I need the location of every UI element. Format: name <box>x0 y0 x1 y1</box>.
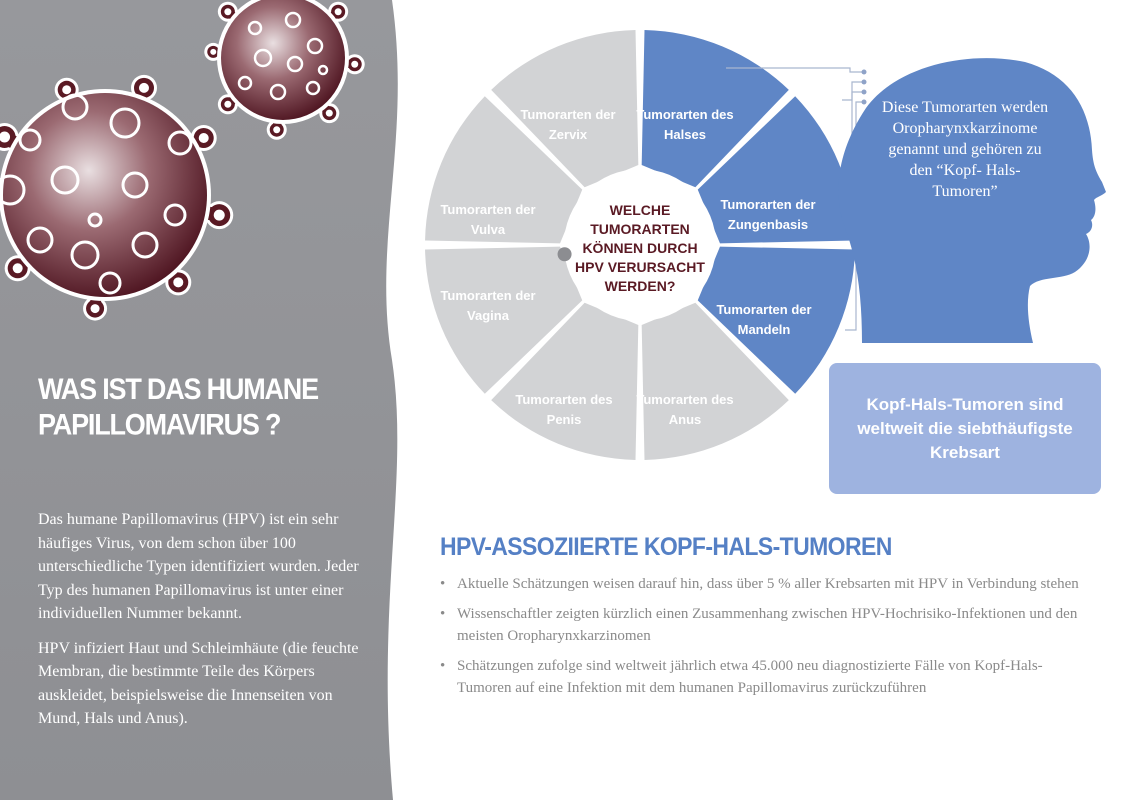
segment-label-zervix: Tumorarten der Zervix <box>520 107 616 142</box>
stat-box-text: Kopf-Hals-Tumoren sind weltweit die siebthäufigste Krebsart <box>857 394 1073 462</box>
bullet-item-1 <box>440 573 1080 595</box>
connector-dots <box>862 70 867 105</box>
segment-label-anus: Tumorarten des Anus <box>636 392 734 427</box>
bullet-item-3 <box>440 655 1080 699</box>
head-info-text: Diese Tumorarten werden Oropharynxkarzinome genannt und gehören zu den “Kopf- Hals-Tumoren” <box>881 99 1049 200</box>
left-paragraph-2: HPV infiziert Haut und Schleimhäute (die feuchte Membran, die bestimmte Teile des Körpers auskleidet, beispielsweise die Innenseiten von Mund, Hals und Anus). <box>38 639 359 727</box>
bullet-dot: • <box>440 606 446 622</box>
bullet-text: Wissenschaftler zeigten kürzlich einen Zusammenhang zwischen HPV-Hochrisiko-Infektionen und den meisten Oropharynxkarzinomen <box>457 606 1078 644</box>
left-title: WAS IST DAS HUMANE PAPILLOMAVIRUS ? <box>38 373 318 442</box>
bullet-list <box>440 573 1080 707</box>
bullet-text: Aktuelle Schätzungen weisen darauf hin, dass über 5 % aller Krebsarten mit HPV in Verbindung stehen <box>457 576 1079 592</box>
segment-label-zungenbasis: Tumorarten der Zungenbasis <box>720 197 816 232</box>
section-title: HPV-ASSOZIIERTE KOPF-HALS-TUMOREN <box>440 532 892 561</box>
center-question: WELCHE TUMORARTEN KÖNNEN DURCH HPV VERURSACHT WERDEN? <box>575 202 705 294</box>
bullet-item-2 <box>440 603 1080 647</box>
segment-label-mandeln: Tumorarten der Mandeln <box>716 302 812 337</box>
segment-label-penis: Tumorarten des Penis <box>515 392 613 427</box>
stat-box <box>829 363 1101 494</box>
segment-label-vulva: Tumorarten der Vulva <box>440 202 536 237</box>
bullet-dot: • <box>440 576 446 592</box>
left-paragraph-1: Das humane Papillomavirus (HPV) ist ein sehr häufiges Virus, von dem schon über 100 unterschiedliche Typen identifiziert wurden. Jeder Typ des humanen Papillomavirus ist unter einer individuellen Nummer bekannt. <box>38 511 359 622</box>
segment-label-vagina: Tumorarten der Vagina <box>440 288 536 323</box>
bullet-text: Schätzungen zufolge sind weltweit jährlich etwa 45.000 neu diagnostizierte Fälle von Kopf-Hals-Tumoren auf eine Infektion mit dem humanen Papillomavirus zurückzuführen <box>457 658 1043 696</box>
bullet-dot: • <box>440 658 446 674</box>
segment-label-halses: Tumorarten des Halses <box>636 107 734 142</box>
